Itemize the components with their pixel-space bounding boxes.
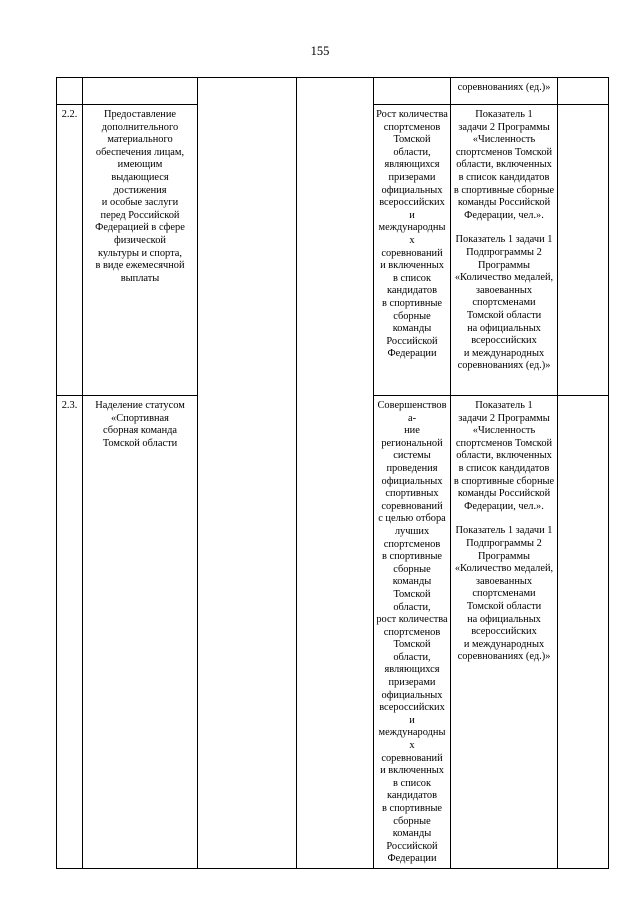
empty-cell [558, 396, 609, 869]
indicator-cell: соревнованиях (ед.)» [451, 78, 558, 105]
result-cell: Совершенствова- ние региональной системы проведения официальных спортивных соревнований с целью отбора лучших спортсменов в спортивные сборные команды Томской области, рост количества спортсменов Томской области, являющихся призерами официальных всероссийских и международных соревнований и включенных в список кандидатов в спортивные сборные команды Российской Федерации [374, 396, 451, 869]
empty-cell [558, 105, 609, 396]
indicator-text-2: Показатель 1 задачи 1 Подпрограммы 2 Программы «Количество медалей, завоеванных спортсменами Томской области на официальных всероссийских и международных соревнованиях (ед.)» [454, 234, 554, 372]
event-cell: Предоставление дополнительного материального обеспечения лицам, имеющим выдающиеся достижения и особые заслуги перед Российской Федерацией в сфере физической культуры и спорта, в виде ежемесячной выплаты [83, 105, 198, 396]
indicator-text-1: Показатель 1 задачи 2 Программы «Численность спортсменов Томской области, включенных в список кандидатов в спортивные сборные команды Российской Федерации, чел.». [453, 109, 555, 221]
table-row [57, 78, 609, 105]
indicator-text-2: Показатель 1 задачи 1 Подпрограммы 2 Программы «Количество медалей, завоеванных спортсменами Томской области на официальных всероссийских и международных соревнованиях (ед.)» [454, 525, 554, 663]
row-number-cell: 2.3. [57, 396, 83, 869]
event-cell [83, 78, 198, 105]
empty-merged-cell-b [297, 78, 374, 869]
empty-merged-cell-a [198, 78, 297, 869]
indicator-cell [451, 396, 558, 869]
result-cell: Рост количества спортсменов Томской области, являющихся призерами официальных всероссийских и международных соревнований и включенных в список кандидатов в спортивные сборные команды Российской Федерации [374, 105, 451, 396]
page-number: 155 [310, 44, 330, 58]
result-cell [374, 78, 451, 105]
program-table [56, 77, 609, 869]
row-number-cell: 2.2. [57, 105, 83, 396]
row-number-cell [57, 78, 83, 105]
indicator-cell [451, 105, 558, 396]
empty-cell [558, 78, 609, 105]
indicator-text-1: Показатель 1 задачи 2 Программы «Численность спортсменов Томской области, включенных в список кандидатов в спортивные сборные команды Российской Федерации, чел.». [453, 400, 555, 512]
event-cell: Наделение статусом «Спортивная сборная команда Томской области [83, 396, 198, 869]
